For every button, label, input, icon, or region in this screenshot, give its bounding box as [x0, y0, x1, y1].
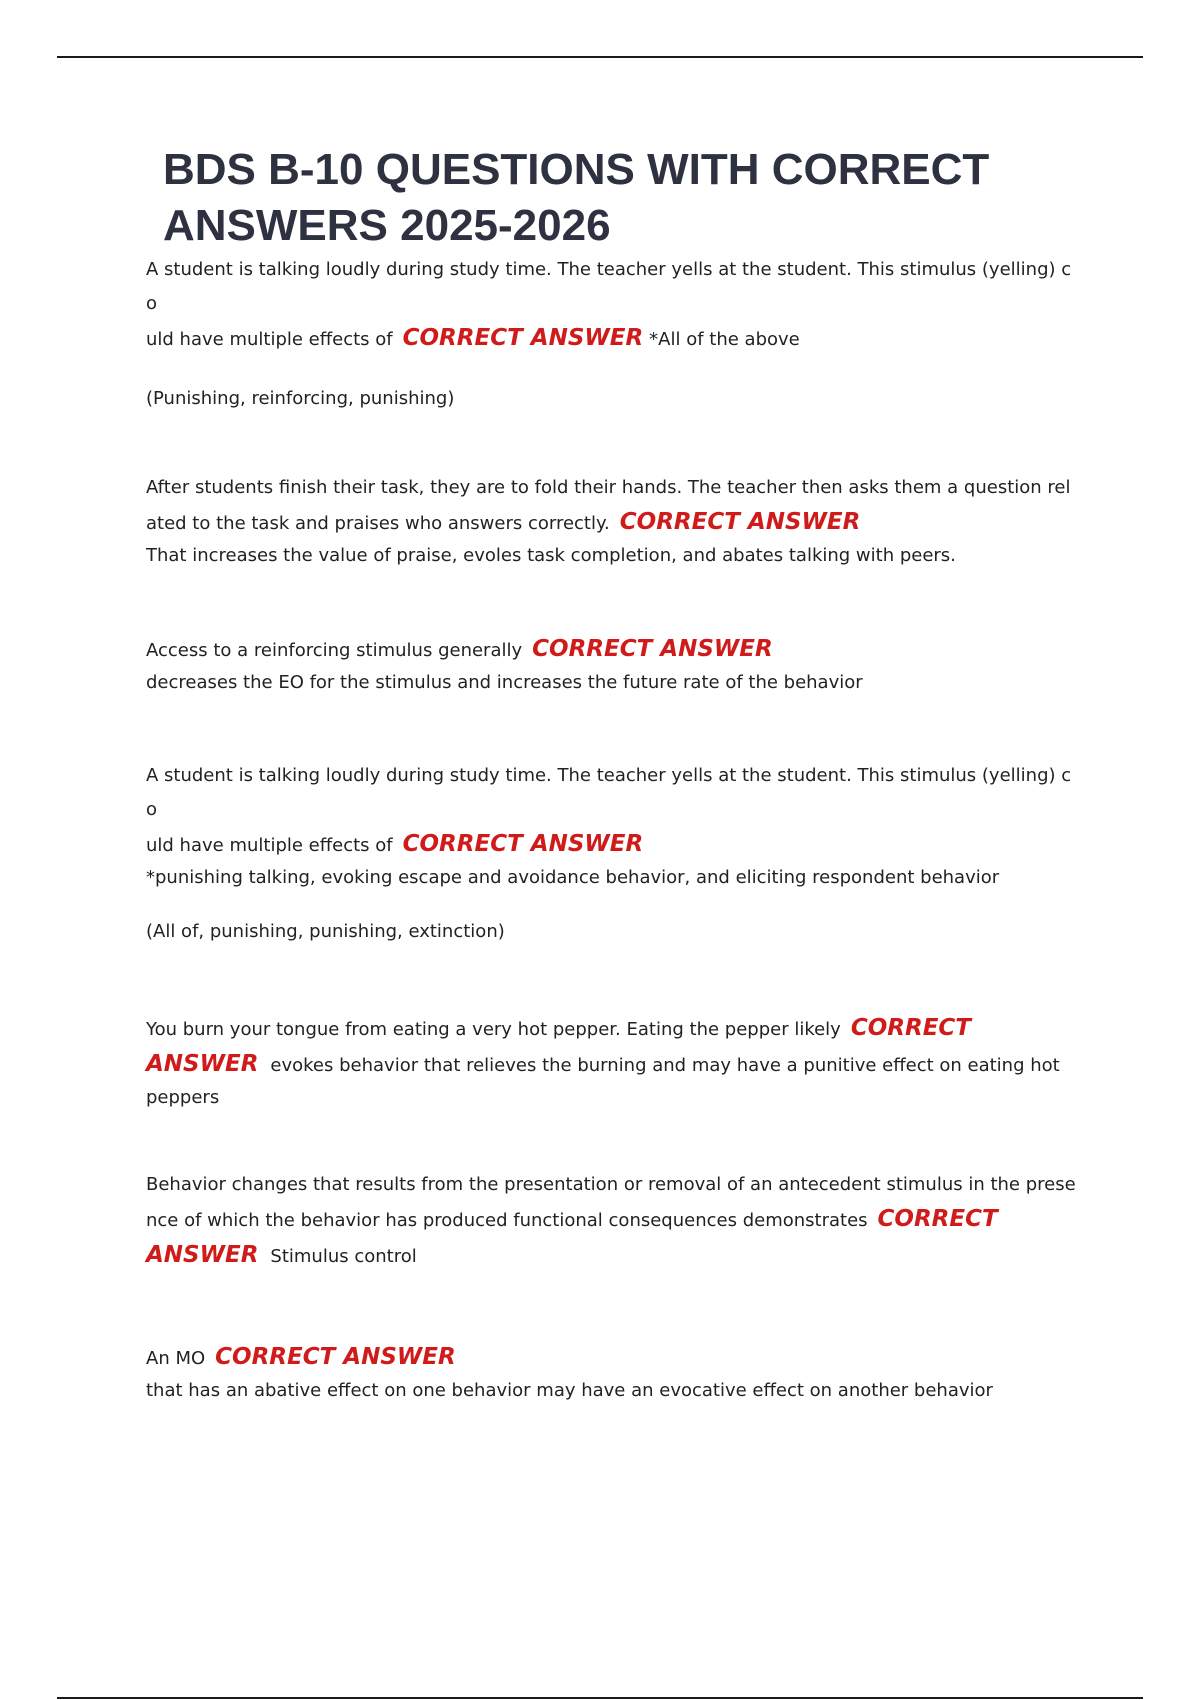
question-text-cont: Access to a reinforcing stimulus generally CORRECT ANSWER	[146, 636, 773, 662]
question-note-1	[146, 382, 1076, 416]
correct-answer-tag: CORRECT ANSWER	[532, 636, 773, 662]
correct-answer-tag: ANSWER	[146, 1051, 259, 1077]
answer-text: *All of the above	[649, 329, 800, 350]
title-line-1: BDS B-10 QUESTIONS WITH CORRECT	[163, 145, 990, 194]
question-text-cont: ated to the task and praises who answers correctly. CORRECT ANSWER	[146, 509, 861, 535]
question-text: A student is talking loudly during study time. The teacher yells at the student. This stimulus (yelling) co	[146, 765, 1072, 820]
answer-text: that has an abative effect on one behavior may have an evocative effect on another behavior	[146, 1380, 993, 1401]
answer-text: That increases the value of praise, evoles task completion, and abates talking with peers.	[146, 545, 956, 566]
title-line-2: ANSWERS 2025-2026	[163, 201, 611, 250]
answer-text: Stimulus control	[270, 1246, 417, 1267]
footer-rule	[57, 1697, 1143, 1699]
answer-line	[146, 1238, 1076, 1274]
question-item-4	[146, 759, 1076, 893]
question-text-cont: An MO CORRECT ANSWER	[146, 1344, 456, 1370]
question-text-cont: nce of which the behavior has produced functional consequences demonstrates CORRECT	[146, 1206, 998, 1232]
correct-answer-tag: CORRECT ANSWER	[402, 325, 644, 351]
question-item-2	[146, 471, 1076, 571]
question-item-5	[146, 1011, 1076, 1113]
correct-answer-tag: CORRECT	[850, 1015, 971, 1041]
correct-answer-tag: CORRECT ANSWER	[402, 831, 644, 857]
note-text: (All of, punishing, punishing, extinction)	[146, 921, 505, 942]
question-text-cont: You burn your tongue from eating a very hot pepper. Eating the pepper likely CORRECT	[146, 1015, 971, 1041]
answer-text: evokes behavior that relieves the burning and may have a punitive effect on eating hot	[270, 1055, 1060, 1076]
question-note-4	[146, 915, 1076, 949]
correct-answer-tag: CORRECT ANSWER	[619, 509, 861, 535]
answer-text-cont: peppers	[146, 1087, 220, 1108]
question-item-6	[146, 1168, 1076, 1274]
question-text: After students finish their task, they are to fold their hands. The teacher then asks them a question rel	[146, 477, 1071, 498]
header-rule	[57, 56, 1143, 58]
answer-text: decreases the EO for the stimulus and increases the future rate of the behavior	[146, 672, 863, 693]
correct-answer-tag: CORRECT	[877, 1206, 998, 1232]
note-text: (Punishing, reinforcing, punishing)	[146, 388, 455, 409]
question-item-7	[146, 1340, 1076, 1406]
question-item-1	[146, 253, 1076, 357]
question-text: Behavior changes that results from the presentation or removal of an antecedent stimulus in the prese	[146, 1174, 1076, 1195]
answer-line	[146, 1047, 1076, 1083]
correct-answer-tag: ANSWER	[146, 1242, 259, 1268]
question-item-3	[146, 632, 1076, 698]
question-text-cont: uld have multiple effects of CORRECT ANSWER *All of the above	[146, 325, 800, 351]
question-text: A student is talking loudly during study time. The teacher yells at the student. This stimulus (yelling) co	[146, 259, 1072, 314]
answer-text: *punishing talking, evoking escape and avoidance behavior, and eliciting respondent behavior	[146, 867, 1000, 888]
correct-answer-tag: CORRECT ANSWER	[215, 1344, 456, 1370]
question-text-cont: uld have multiple effects of CORRECT ANSWER	[146, 831, 644, 857]
document-title	[163, 142, 1103, 254]
